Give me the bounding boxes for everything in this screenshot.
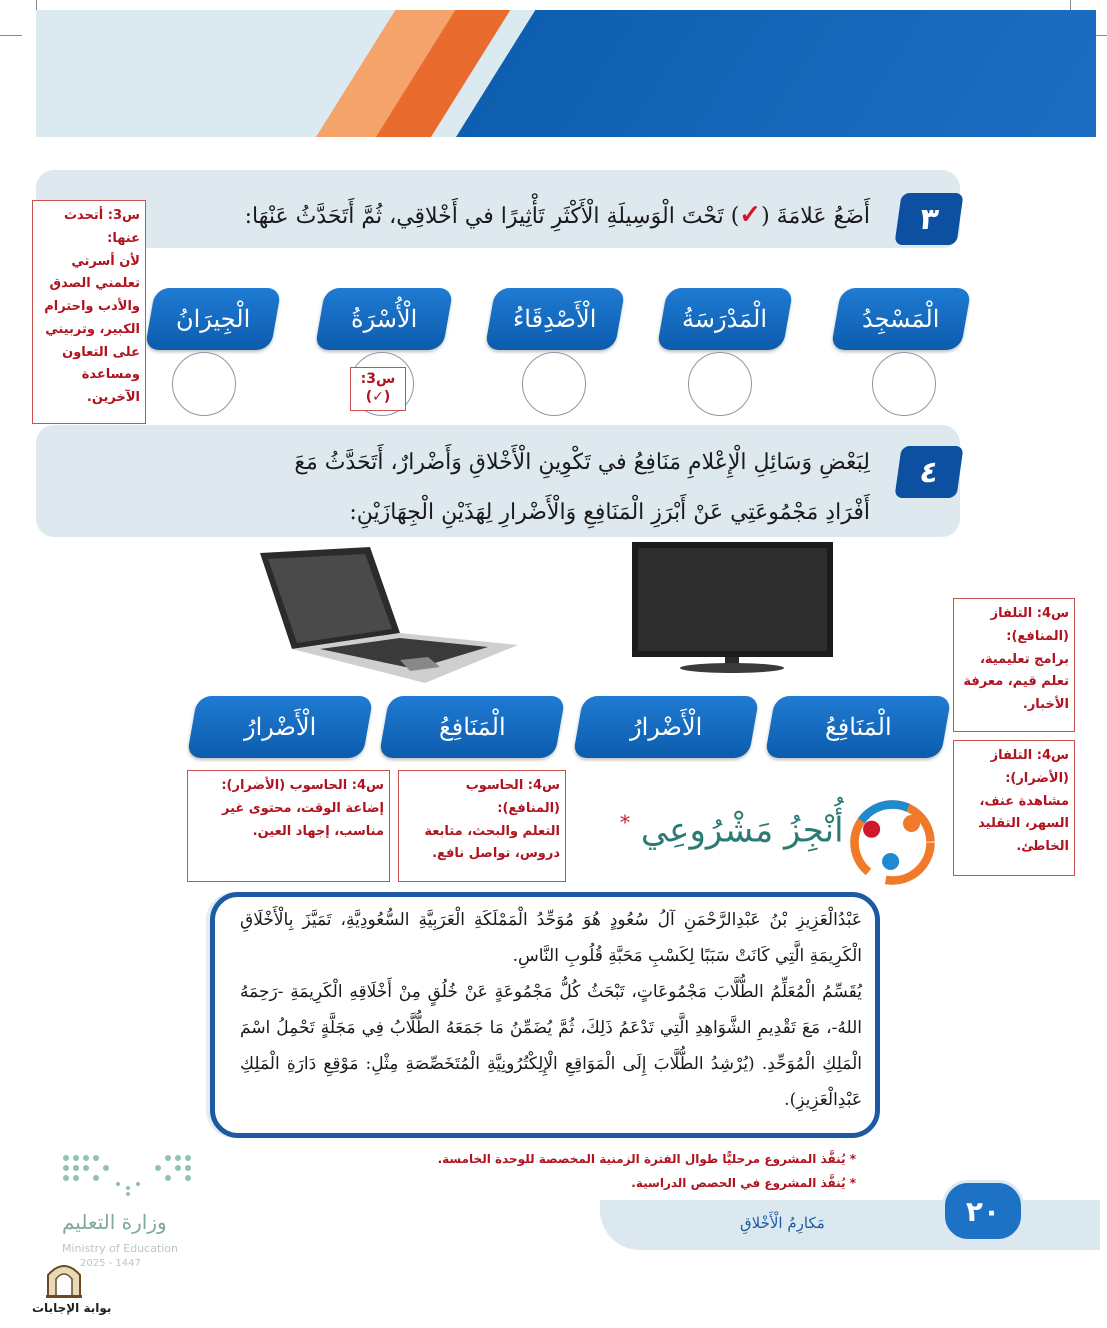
page-header-band [36, 10, 1096, 137]
footnote: * يُنفَّذ المشروع في الحصص الدراسية. [631, 1176, 856, 1190]
q3-prompt [150, 200, 870, 230]
answer-text: التعلم والبحث، متابعة دروس، تواصل نافع. [424, 823, 560, 862]
option-neighbors[interactable]: الْجِيرَانُ [145, 288, 282, 350]
answer-label: س4: التلفاز (المنافع): [990, 606, 1069, 644]
tv-harms-label: الْأَضْرارُ [573, 696, 760, 758]
q3-answer-mark-value: (✓) [365, 389, 391, 405]
answer-text: إضاعة الوقت، محتوى غير مناسب، إجهاد العين. [221, 800, 384, 839]
q4-number: ٤ [894, 446, 963, 498]
footer-band [600, 1200, 1100, 1250]
q4-prompt [140, 438, 870, 538]
project-paragraph: يُقَسِّمُ الْمُعَلِّمُ الطُّلَّابَ مَجْمُوعَاتٍ، تَبْحَثُ كُلُّ مَجْمُوعَةٍ عَنْ خُلُقٍ مِنْ أَخْلَاقِهِ الْكَرِيمَةِ -رَحِمَهُ اللهُ-، مَعَ تَقْدِيمِ الشَّوَاهِدِ الَّتِي تَدْعَمُ ذَلِكَ، ثُمَّ يُضَمِّنُ مَا جَمَعَهُ الطُّلَّابُ فِي مَجَلَّةٍ تَحْمِلُ اسْمَ الْمَلِكِ الْمُوَحِّدِ. (يُرْشِدُ الطُّلَّابَ إِلَى الْمَوَاقِعِ الْإِلِكْتُرُونِيَّةِ الْمُتَخَصِّصَةِ مِثْلِ: مَوْقِعِ دَارَةِ الْمَلِكِ عَبْدِالْعَزِيزِ). [240, 982, 862, 1110]
site-name: بوابة الإجابات [32, 1301, 112, 1315]
answer-text: مشاهدة عنف، السهر، التقليد الخاطئ. [978, 793, 1069, 854]
book-title: مَكارِمُ الْأَخْلاقِ [740, 1214, 825, 1232]
ministry-logo-icon [58, 1150, 198, 1202]
option-school[interactable]: الْمَدْرَسَةُ [657, 288, 794, 350]
pc-harms-answer [187, 770, 390, 882]
pc-harms-label: الْأَضْرارُ [187, 696, 374, 758]
answer-label: س4: الحاسوب (الأضرار): [221, 778, 384, 793]
q3-number: ٣ [894, 193, 963, 245]
q3-prompt-end: ) تَحْتَ الْوَسِيلَةِ الْأَكْثَرِ تَأْثِيرًا في أَخْلاقِي، ثُمَّ أَتَحَدَّثُ عَنْهَا: [244, 204, 740, 229]
edition-year: 2025 - 1447 [80, 1258, 141, 1269]
pc-benefits-label: الْمَنَافِعُ [379, 696, 566, 758]
answer-label: س3: أتحدث عنها: [63, 208, 140, 246]
page-number: ٢٠ [942, 1180, 1024, 1242]
footnote: * يُنفَّذ المشروع مرحليًّا طوال الفترة الزمنية المخصصة للوحدة الخامسة. [437, 1152, 856, 1166]
option-family[interactable]: الْأُسْرَةُ [315, 288, 454, 350]
option-mosque[interactable]: الْمَسْجِدُ [831, 288, 972, 350]
project-description [240, 902, 862, 1118]
group-project-icon [845, 795, 940, 890]
footnote-star: * [620, 810, 630, 834]
project-title-text: أُنْجِزُ مَشْرُوعِي [640, 810, 844, 851]
pc-benefits-answer [398, 770, 566, 882]
answer-circle-mosque[interactable] [872, 352, 936, 416]
q3-answer-mark [350, 367, 406, 411]
site-logo-icon [44, 1257, 84, 1299]
answer-text: برامج تعليمية، تعلم قيم، معرفة الأخبار. [963, 651, 1069, 712]
tv-benefits-label: الْمَنَافِعُ [765, 696, 952, 758]
ministry-name-en: Ministry of Education [62, 1242, 179, 1255]
header-blue-panel [456, 10, 1096, 137]
q3-answer-mark-label: س3: [360, 371, 396, 387]
q3-answer-box [32, 200, 146, 424]
laptop-image [250, 545, 520, 685]
q4-prompt-line2: أَفْرَادِ مَجْمُوعَتِي عَنْ أَبْرَزِ الْمَنَافِعِ وَالْأَضْرارِ لِهَذَيْنِ الْجِهَازَيْنِ: [349, 500, 870, 525]
check-icon: ✓ [739, 200, 762, 230]
project-title [620, 810, 844, 850]
answer-circle-neighbors[interactable] [172, 352, 236, 416]
answer-label: س4: التلفاز (الأضرار): [990, 748, 1069, 786]
project-paragraph: عَبْدُالْعَزِيزِ بْنُ عَبْدِالرَّحْمَنِ آلُ سُعُودٍ هُوَ مُوَحِّدُ الْمَمْلَكَةِ الْعَرَبِيَّةِ السُّعُودِيَّةِ، تَمَيَّزَ بِالْأَخْلَاقِ الْكَرِيمَةِ الَّتِي كَانَتْ سَبَبًا لِكَسْبِ مَحَبَّةِ قُلُوبِ النَّاسِ. [240, 910, 862, 966]
q4-prompt-line1: لِبَعْضِ وَسَائِلِ الْإِعْلامِ مَنَافِعُ في تَكْوِينِ الْأَخْلاقِ وَأَضْرارٌ، أَتَحَدَّثُ مَعَ [294, 450, 870, 475]
tv-image [630, 540, 835, 675]
ministry-name-ar: وزارة التعليم [62, 1210, 167, 1234]
answer-circle-school[interactable] [688, 352, 752, 416]
crop-mark [0, 35, 22, 36]
tv-harms-answer [953, 740, 1075, 876]
answer-label: س4: الحاسوب (المنافع): [465, 778, 560, 816]
tv-benefits-answer [953, 598, 1075, 732]
answer-circle-friends[interactable] [522, 352, 586, 416]
answer-text: لأن أسرتي تعلمني الصدق والأدب واحترام الكبير، وتربيني على التعاون ومساعدة الآخرين. [44, 253, 140, 405]
option-friends[interactable]: الْأَصْدِقَاءُ [485, 288, 626, 350]
q3-prompt-start: أَضَعُ عَلامَةَ ( [761, 204, 870, 229]
